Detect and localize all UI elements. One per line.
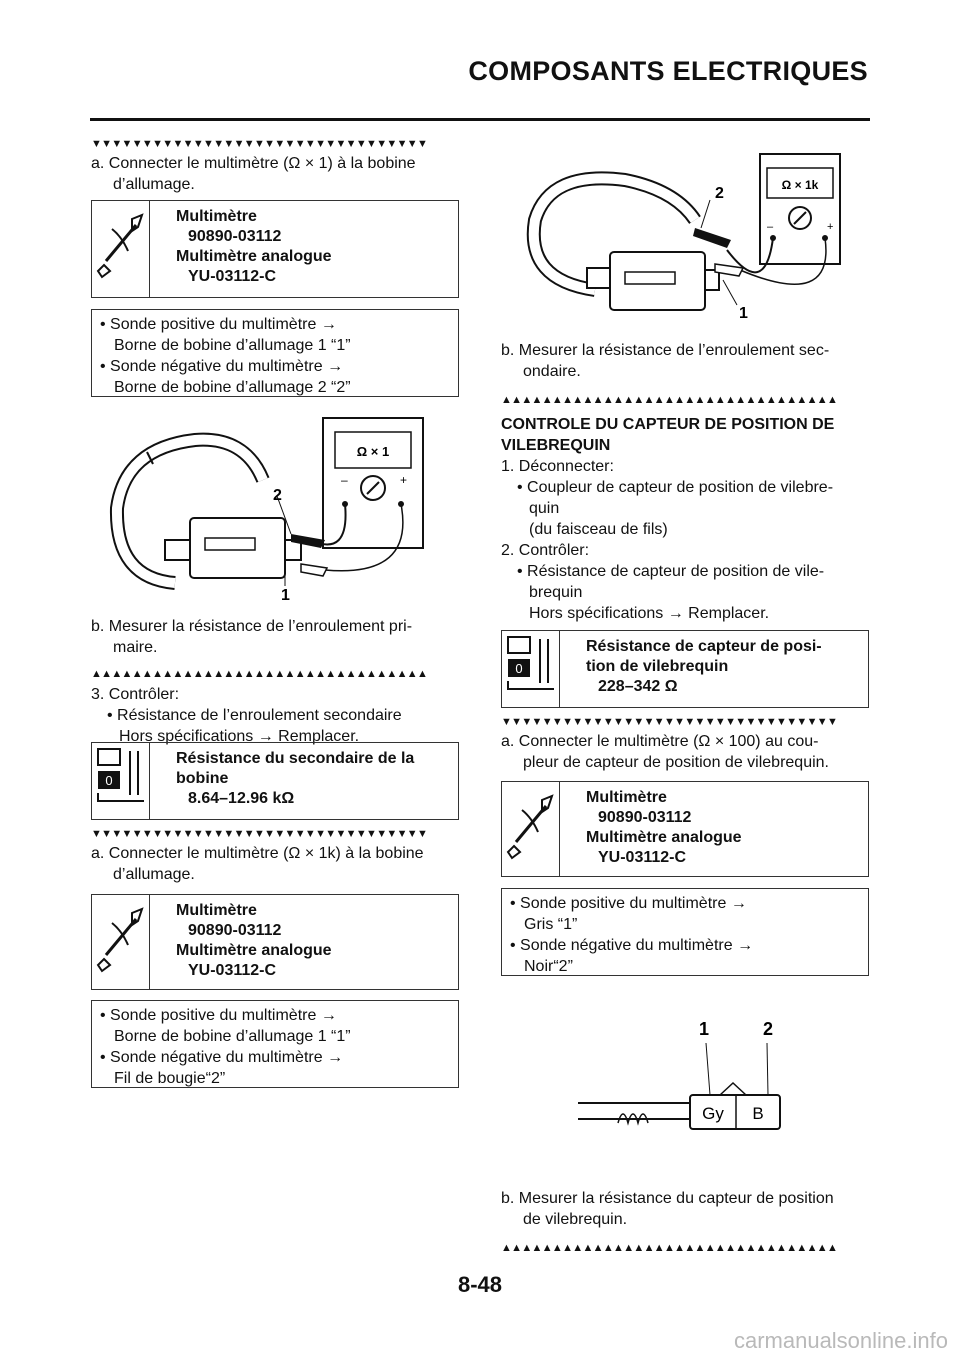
tool-box-multimeter-3 bbox=[501, 781, 869, 877]
svg-text:1: 1 bbox=[698, 1019, 710, 1039]
svg-text:1: 1 bbox=[281, 587, 290, 604]
triangle-divider-up: ▲▲▲▲▲▲▲▲▲▲▲▲▲▲▲▲▲▲▲▲▲▲▲▲▲▲▲▲▲▲▲▲▲ bbox=[501, 1242, 838, 1254]
page-title: COMPOSANTS ELECTRIQUES bbox=[468, 56, 868, 86]
triangle-divider-down: ▼▼▼▼▼▼▼▼▼▼▼▼▼▼▼▼▼▼▼▼▼▼▼▼▼▼▼▼▼▼▼▼▼ bbox=[91, 828, 428, 840]
watermark: carmanualsonline.info bbox=[733, 1328, 948, 1353]
tool-spec-text: Multimètre 90890-03112 Multimètre analogue YU-03112-C bbox=[586, 789, 742, 866]
svg-text:+: + bbox=[827, 221, 834, 233]
tool-spec-text: Multimètre 90890-03112 Multimètre analogue YU-03112-C bbox=[176, 208, 332, 285]
step-b-measure-sensor: b. Mesurer la résistance du capteur de position de vilebrequin. ▲▲▲▲▲▲▲▲▲▲▲▲▲▲▲▲▲▲▲▲▲▲▲▲▲▲▲▲▲▲▲▲▲ bbox=[501, 1188, 869, 1254]
triangle-divider-up: ▲▲▲▲▲▲▲▲▲▲▲▲▲▲▲▲▲▲▲▲▲▲▲▲▲▲▲▲▲▲▲▲▲ bbox=[91, 668, 428, 680]
tool-box-multimeter-1 bbox=[91, 200, 459, 298]
svg-text:2: 2 bbox=[715, 185, 724, 202]
pin-black: B bbox=[752, 1104, 764, 1123]
step-a-connect-2: ▼▼▼▼▼▼▼▼▼▼▼▼▼▼▼▼▼▼▼▼▼▼▼▼▼▼▼▼▼▼▼▼▼ a. Connecter le multimètre (Ω × 1k) à la bobine d’allumage. bbox=[91, 828, 459, 885]
triangle-divider-down: ▼▼▼▼▼▼▼▼▼▼▼▼▼▼▼▼▼▼▼▼▼▼▼▼▼▼▼▼▼▼▼▼▼ bbox=[501, 716, 838, 728]
left-column bbox=[91, 138, 459, 195]
step-a-connect-1: a. Connecter le multimètre (Ω × 1) à la bobine d’allumage. bbox=[91, 155, 416, 193]
meter-range-label: Ω × 1 bbox=[356, 444, 390, 459]
wrench-icon bbox=[502, 782, 560, 876]
figure-ignition-coil-primary bbox=[95, 408, 435, 608]
section-heading: CONTROLE DU CAPTEUR DE POSITION DE bbox=[501, 416, 835, 433]
ohmmeter-icon bbox=[502, 631, 560, 707]
svg-text:2: 2 bbox=[273, 487, 282, 504]
tool-box-multimeter-2 bbox=[91, 894, 459, 990]
triangle-divider-up: ▲▲▲▲▲▲▲▲▲▲▲▲▲▲▲▲▲▲▲▲▲▲▲▲▲▲▲▲▲▲▲▲▲ bbox=[501, 394, 838, 406]
spec-box-crank-sensor-resistance bbox=[501, 630, 869, 708]
page-number: 8-48 bbox=[457, 1272, 503, 1297]
svg-text:–: – bbox=[341, 473, 348, 487]
triangle-divider-down: ▼▼▼▼▼▼▼▼▼▼▼▼▼▼▼▼▼▼▼▼▼▼▼▼▼▼▼▼▼▼▼▼▼ bbox=[91, 138, 428, 150]
meter-range-label: Ω × 1k bbox=[781, 178, 819, 192]
svg-text:2: 2 bbox=[762, 1019, 774, 1039]
note-box-probes-3: • Sonde positive du multimètre → Gris “1” • Sonde négative du multimètre → Noir“2” bbox=[501, 888, 869, 976]
svg-text:0: 0 bbox=[105, 773, 113, 788]
wrench-icon bbox=[92, 201, 150, 297]
svg-text:+: + bbox=[400, 473, 408, 487]
pin-gray: Gy bbox=[702, 1104, 724, 1123]
figure-crank-sensor-coupler bbox=[570, 1015, 800, 1145]
spec-text: Résistance de capteur de posi- tion de vilebrequin 228–342 Ω bbox=[586, 638, 822, 695]
spec-box-secondary-resistance bbox=[91, 742, 459, 820]
header-rule bbox=[90, 118, 870, 121]
note-box-probes-2: • Sonde positive du multimètre → Borne de bobine d’allumage 1 “1” • Sonde négative du multimètre → Fil de bougie“2” bbox=[91, 1000, 459, 1088]
note-box-probes-1: • Sonde positive du multimètre → Borne de bobine d’allumage 1 “1” • Sonde négative du multimètre → Borne de bobine d’allumage 2 “2” bbox=[91, 309, 459, 397]
step-a-connect-3: ▼▼▼▼▼▼▼▼▼▼▼▼▼▼▼▼▼▼▼▼▼▼▼▼▼▼▼▼▼▼▼▼▼ a. Connecter le multimètre (Ω × 100) au cou- pleur de capteur de position de vilebrequin. bbox=[501, 716, 869, 773]
tool-spec-text: Multimètre 90890-03112 Multimètre analogue YU-03112-C bbox=[176, 902, 332, 979]
figure-ignition-coil-secondary bbox=[505, 140, 845, 330]
svg-text:1: 1 bbox=[739, 305, 748, 322]
ohmmeter-icon bbox=[92, 743, 150, 819]
wrench-icon bbox=[92, 895, 150, 989]
step-b-measure-primary: b. Mesurer la résistance de l’enroulement pri- maire. ▲▲▲▲▲▲▲▲▲▲▲▲▲▲▲▲▲▲▲▲▲▲▲▲▲▲▲▲▲▲▲▲▲ 3. Contrôler: • Résistance de l’enroulement secondaire Hors spécifications → Remplacer. bbox=[91, 616, 459, 747]
spec-text: Résistance du secondaire de la bobine 8.64–12.96 kΩ bbox=[176, 750, 415, 807]
right-column-text-1: b. Mesurer la résistance de l’enroulement sec- ondaire. ▲▲▲▲▲▲▲▲▲▲▲▲▲▲▲▲▲▲▲▲▲▲▲▲▲▲▲▲▲▲▲▲▲ CONTROLE DU CAPTEUR DE POSITION DE VILEBREQUIN 1. Déconnecter: • Coupleur de capteur de position de vilebre- quin (du faisceau de fils) 2. Contrôler: • Résistance de capteur de position de vile- brequin Hors spécifications → Remplacer. bbox=[501, 340, 869, 624]
svg-text:0: 0 bbox=[515, 661, 523, 676]
svg-text:–: – bbox=[767, 221, 774, 233]
